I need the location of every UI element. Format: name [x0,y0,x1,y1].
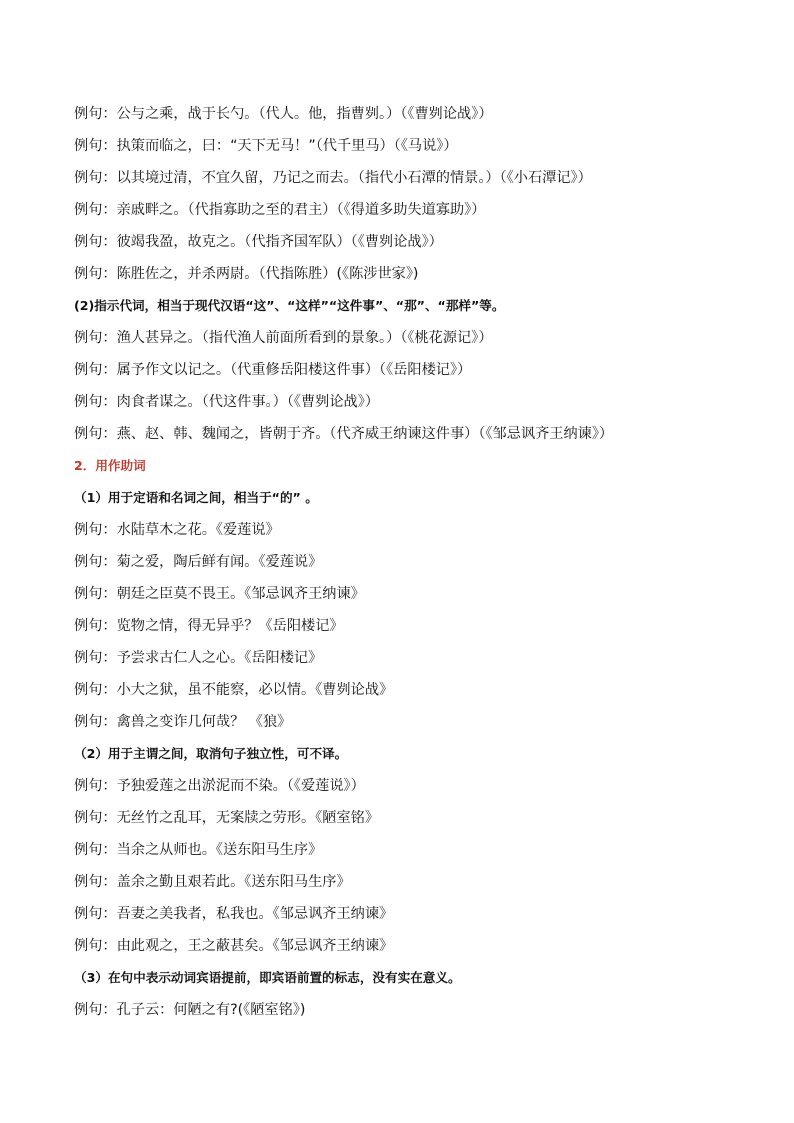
example-line: 例句：朝廷之臣莫不畏王。《邹忌讽齐王纳谏》 [74,586,365,602]
subheading-attributive: （1）用于定语和名词之间，相当于“的” 。 [74,490,318,505]
example-line: 例句：禽兽之变诈几何哉？ 《狼》 [74,714,292,730]
example-line: 例句：亲戚畔之。（代指寡助之至的君主）（《得道多助失道寡助》） [74,202,486,218]
example-line: 例句：执策而临之，曰：“天下无马！”（代千里马）（《马说》） [74,138,458,154]
example-line: 例句：盖余之勤且艰若此。《送东阳马生序》 [74,874,351,890]
example-line: 例句：览物之情，得无异乎？《岳阳楼记》 [74,618,344,634]
example-line: 例句：吾妻之美我者，私我也。《邹忌讽齐王纳谏》 [74,906,394,922]
example-line: 例句：渔人甚异之。（指代渔人前面所看到的景象。）（《桃花源记》） [74,330,493,346]
example-line: 例句：肉食者谋之。（代这件事。）（《曹刿论战》） [74,394,380,410]
example-line: 例句：公与之乘，战于长勺。（代人。他，指曹刿。）（《曹刿论战》） [74,106,493,122]
example-line: 例句：小大之狱，虽不能察，必以情。《曹刿论战》 [74,682,394,698]
example-line: 例句：燕、赵、韩、魏闻之，皆朝于齐。（代齐威王纳谏这件事）（《邹忌讽齐王纳谏》） [74,426,614,442]
section-heading-particle: 2．用作助词 [74,458,146,473]
subheading-object-inversion: （3）在句中表示动词宾语提前，即宾语前置的标志，没有实在意义。 [74,970,461,985]
example-line: 例句：彼竭我盈，故克之。（代指齐国军队）（《曹刿论战》） [74,234,443,250]
example-line: 例句：当余之从师也。《送东阳马生序》 [74,842,323,858]
document-body [74,98,734,1026]
example-line: 例句：无丝竹之乱耳，无案牍之劳形。《陋室铭》 [74,810,380,826]
example-line: 例句：孔子云：何陋之有?(《陋室铭》) [74,1002,306,1018]
example-line: 例句：予独爱莲之出淤泥而不染。（《爱莲说》） [74,778,365,794]
example-line: 例句：予尝求古仁人之心。《岳阳楼记》 [74,650,323,666]
example-line: 例句：由此观之，王之蔽甚矣。《邹忌讽齐王纳谏》 [74,938,394,954]
example-line: 例句：以其境过清，不宜久留，乃记之而去。（指代小石潭的情景。）（《小石潭记》） [74,170,592,186]
example-line: 例句：陈胜佐之，并杀两尉。（代指陈胜）(《陈涉世家》) [74,266,419,282]
subheading-demonstrative-pronoun: (2)指示代词，相当于现代汉语“这”、“这样”“这件事”、“那”、“那样”等。 [74,298,505,313]
example-line: 例句：菊之爱，陶后鲜有闻。《爱莲说》 [74,554,323,570]
example-line: 例句：水陆草木之花。《爱莲说》 [74,522,280,538]
example-line: 例句：属予作文以记之。（代重修岳阳楼这件事）（《岳阳楼记》） [74,362,472,378]
subheading-subject-predicate: （2）用于主谓之间，取消句子独立性，可不译。 [74,746,348,761]
